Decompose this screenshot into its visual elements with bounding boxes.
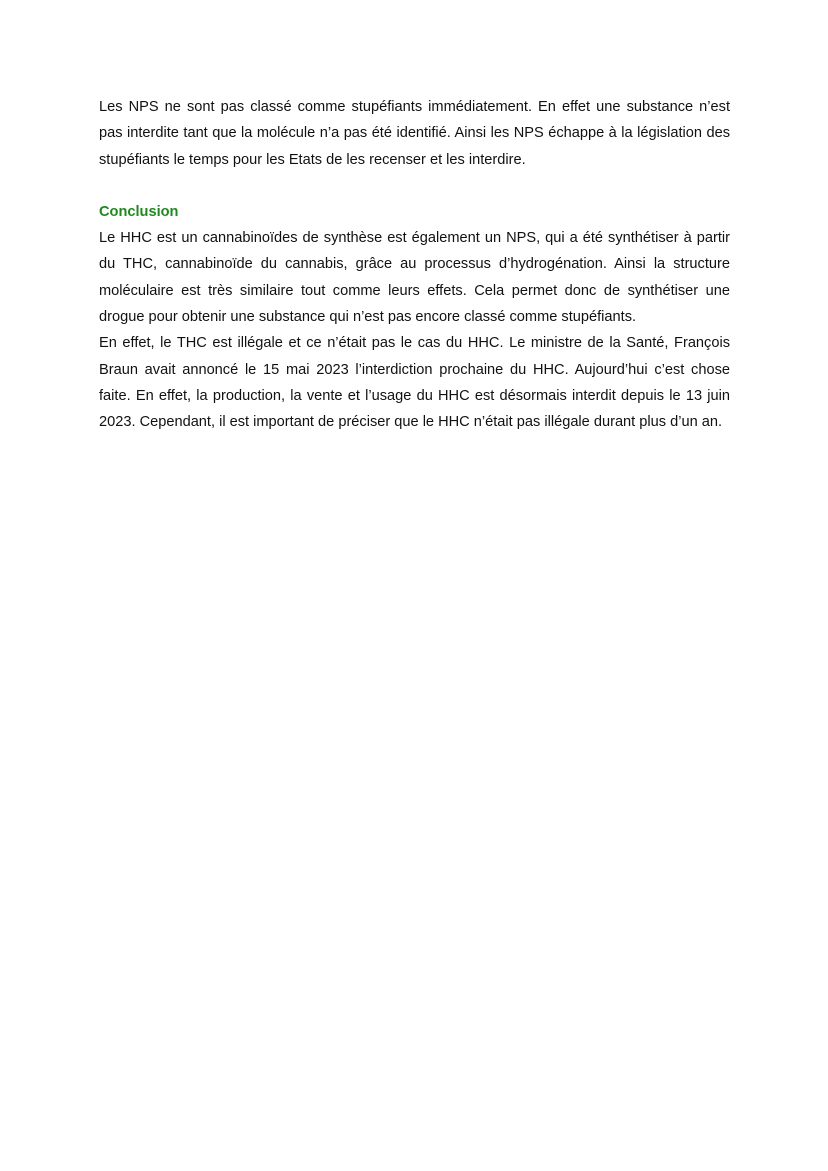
conclusion-paragraph-1: Le HHC est un cannabinoïdes de synthèse est également un NPS, qui a été synthétiser à partir du THC, cannabinoïde du cannabis, grâce au processus d’hydrogénation. Ainsi la structure moléculaire est très similaire tout comme leurs effets. Cela permet donc de synthétiser une drogue pour obtenir une substance qui n’est pas encore classé comme stupéfiants. xyxy=(99,230,730,326)
intro-paragraph: Les NPS ne sont pas classé comme stupéfiants immédiatement. En effet une substance n’est pas interdite tant que la molécule n’a pas été identifié. Ainsi les NPS échappe à la législation des stupéfiants le temps pour les Etats de les recenser et les interdire. xyxy=(99,99,730,168)
conclusion-heading: Conclusion xyxy=(99,203,179,220)
document-body xyxy=(99,94,730,436)
conclusion-paragraph-2: En effet, le THC est illégale et ce n’était pas le cas du HHC. Le ministre de la Santé, François Braun avait annoncé le 15 mai 2023 l’interdiction prochaine du HHC. Aujourd’hui c’est chose faite. En effet, la production, la vente et l’usage du HHC est désormais interdit depuis le 13 juin 2023. Cependant, il est important de préciser que le HHC n’était pas illégale durant plus d’un an. xyxy=(99,335,730,431)
